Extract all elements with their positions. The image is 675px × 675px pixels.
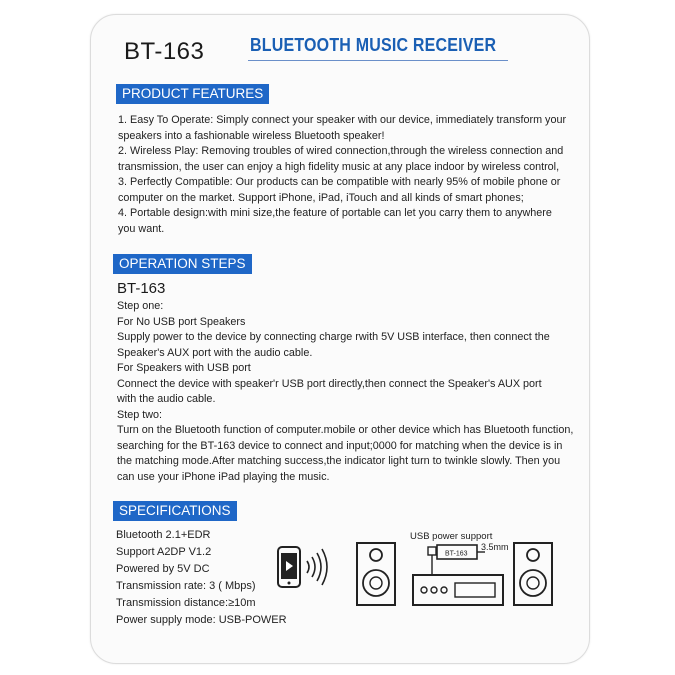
spec-item: Transmission distance:≥10m — [116, 597, 256, 609]
spec-item: Support A2DP V1.2 — [116, 546, 212, 558]
features-line: 4. Portable design:with mini size,the feature of portable can let you carry them to anywhere — [118, 207, 552, 219]
smartphone-icon — [278, 547, 300, 587]
spec-list — [116, 527, 287, 629]
features-line: 1. Easy To Operate: Simply connect your speaker with our device, immediately transform your — [118, 114, 567, 126]
jack-label: 3.5mm — [481, 542, 509, 552]
features-line: you want. — [118, 222, 165, 235]
product-title: BLUETOOTH MUSIC RECEIVER — [250, 36, 497, 56]
section-heading-features: PRODUCT FEATURES — [116, 84, 269, 104]
features-line: transmission, the user can enjoy a high fidelity music at any place indoor by wireless control, — [118, 160, 560, 173]
features-line: 2. Wireless Play: Removing troubles of wired connection,through the wireless connection and — [118, 145, 564, 157]
operation-text — [117, 299, 579, 485]
features-line: speakers into a fashionable wireless Bluetooth speaker! — [118, 129, 385, 142]
operation-line: Connect the device with speaker'r USB port directly,then connect the Speaker's AUX port — [117, 377, 542, 390]
operation-line: For Speakers with USB port — [117, 362, 251, 374]
title-underline — [248, 60, 508, 61]
speaker-icon — [357, 543, 395, 605]
operation-line: Supply power to the device by connecting charge rwith 5V USB interface, then connect the — [117, 331, 550, 343]
features-text — [118, 113, 578, 237]
operation-line: with the audio cable. — [117, 393, 216, 405]
connection-diagram — [270, 525, 570, 615]
operation-line: Step one: — [117, 300, 164, 312]
speaker-icon — [514, 543, 552, 605]
spec-item: Power supply mode: USB-POWER — [116, 614, 287, 626]
operation-line: searching for the BT-163 device to connect and input;0000 for matching when the device is in — [117, 439, 563, 452]
operation-line: Turn on the Bluetooth function of computer.mobile or other device which has Bluetooth function, — [117, 424, 574, 436]
spec-item: Bluetooth 2.1+EDR — [116, 529, 211, 541]
device-label: BT-163 — [445, 550, 468, 558]
operation-line: Speaker's AUX port with the audio cable. — [117, 346, 313, 359]
operation-line: For No USB port Speakers — [117, 315, 246, 328]
amplifier-icon — [413, 569, 503, 605]
section-heading-specs: SPECIFICATIONS — [113, 501, 237, 521]
usb-label: USB power support — [410, 531, 493, 542]
model-number: BT-163 — [124, 38, 205, 65]
features-line: 3. Perfectly Compatible: Our products can be compatible with nearly 95% of mobile phone or — [118, 176, 561, 188]
operation-model: BT-163 — [117, 280, 166, 297]
bluetooth-waves-icon — [307, 549, 327, 585]
operation-line: Step two: — [117, 408, 163, 421]
spec-item: Transmission rate: 3 ( Mbps) — [116, 580, 256, 592]
operation-line: can use your iPhone iPad playing the music. — [117, 470, 330, 483]
features-line: computer on the market. Support iPhone, iPad, iTouch and all kinds of smart phones; — [118, 191, 524, 204]
spec-item: Powered by 5V DC — [116, 563, 210, 575]
section-heading-operation: OPERATION STEPS — [113, 254, 252, 274]
bt-dongle-icon — [428, 545, 485, 569]
operation-line: the matching mode.After matching success,the indicator light turn to twinkle slowly. Then you — [117, 455, 561, 467]
